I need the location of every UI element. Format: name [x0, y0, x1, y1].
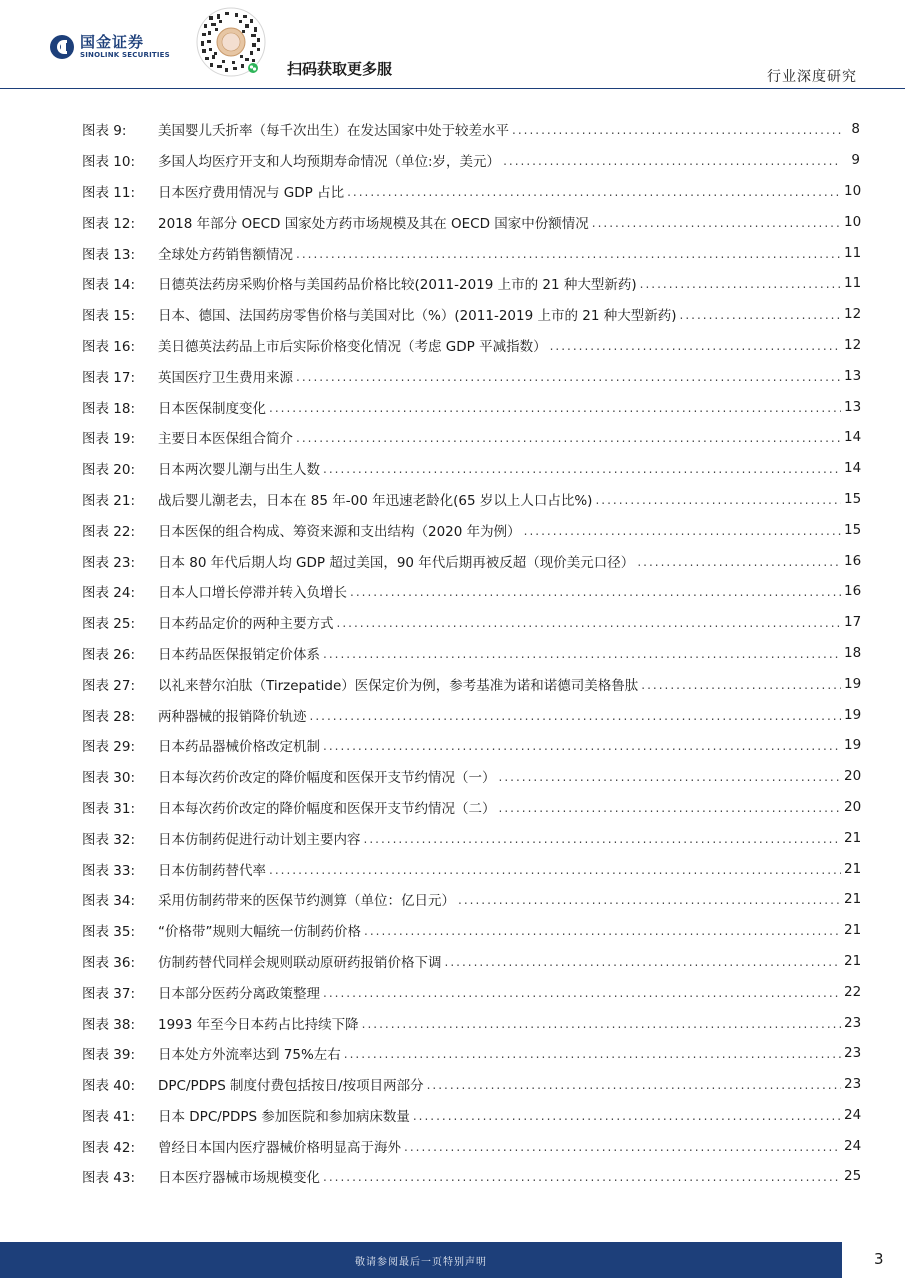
toc-entry[interactable]	[82, 638, 860, 669]
toc-dot-leader	[680, 308, 842, 322]
toc-dot-leader	[503, 154, 841, 168]
toc-figure-label: 图表 13:	[82, 246, 136, 263]
toc-page-number[interactable]: 10	[844, 182, 862, 199]
toc-entry[interactable]	[82, 668, 860, 699]
toc-entry[interactable]	[82, 976, 860, 1007]
toc-entry[interactable]	[82, 853, 860, 884]
toc-figure-label: 图表 35:	[82, 924, 136, 941]
toc-figure-label: 图表 19:	[82, 431, 136, 448]
toc-figure-label: 图表 39:	[82, 1047, 136, 1064]
toc-dot-leader	[296, 431, 841, 445]
toc-page-number[interactable]: 21	[844, 952, 862, 969]
sinolink-logo	[50, 34, 170, 60]
toc-dot-leader	[512, 123, 841, 137]
toc-dot-leader	[323, 739, 841, 753]
toc-figure-title[interactable]: 日本仿制药促进行动计划主要内容	[158, 831, 361, 848]
toc-dot-leader	[310, 709, 842, 723]
toc-page-number[interactable]: 11	[844, 275, 862, 292]
toc-page-number[interactable]: 25	[844, 1168, 862, 1185]
toc-dot-leader	[458, 893, 841, 907]
toc-figure-label: 图表 30:	[82, 770, 136, 787]
page-number: 3	[874, 1250, 884, 1268]
toc-figure-label: 图表 14:	[82, 277, 136, 294]
toc-page-number[interactable]: 20	[844, 798, 862, 815]
toc-page-number[interactable]: 19	[844, 737, 862, 754]
footer-bar	[0, 1242, 842, 1278]
toc-page-number[interactable]: 15	[844, 521, 862, 538]
toc-figure-label: 图表 12:	[82, 215, 136, 232]
toc-figure-title[interactable]: 英国医疗卫生费用来源	[158, 369, 293, 386]
toc-dot-leader	[550, 339, 841, 353]
toc-dot-leader	[344, 1047, 841, 1061]
toc-entry[interactable]	[82, 545, 860, 576]
toc-dot-leader	[445, 955, 842, 969]
toc-figure-label: 图表 40:	[82, 1078, 136, 1095]
toc-entry[interactable]	[82, 730, 860, 761]
toc-page-number[interactable]: 19	[844, 675, 862, 692]
toc-figure-title[interactable]: 日本药品器械价格改定机制	[158, 739, 320, 756]
logo-text	[80, 34, 170, 60]
toc-figure-title[interactable]: 日本医保制度变化	[158, 400, 266, 417]
toc-page-number[interactable]: 12	[844, 336, 862, 353]
toc-entry[interactable]	[82, 1100, 860, 1131]
toc-entry[interactable]	[82, 915, 860, 946]
toc-page-number[interactable]: 24	[844, 1106, 862, 1123]
toc-dot-leader	[499, 770, 842, 784]
header-divider	[0, 88, 905, 89]
toc-figure-title[interactable]: 2018 年部分 OECD 国家处方药市场规模及其在 OECD 国家中份额情况	[158, 215, 589, 232]
figure-table-of-contents	[82, 114, 860, 1192]
toc-figure-title[interactable]: 日本仿制药替代率	[158, 862, 266, 879]
toc-figure-title[interactable]: 美国婴儿夭折率（每千次出生）在发达国家中处于较差水平	[158, 123, 509, 140]
toc-figure-title[interactable]: 曾经日本国内医疗器械价格明显高于海外	[158, 1139, 401, 1156]
toc-dot-leader	[592, 216, 841, 230]
toc-page-number[interactable]: 19	[844, 706, 862, 723]
toc-entry[interactable]	[82, 114, 860, 145]
toc-figure-title[interactable]: 多国人均医疗开支和人均预期寿命情况（单位:岁，美元）	[158, 154, 501, 171]
toc-figure-title[interactable]: 日本医疗费用情况与 GDP 占比	[158, 184, 345, 201]
toc-figure-title[interactable]: 采用仿制药带来的医保节约测算（单位：亿日元）	[158, 893, 455, 910]
toc-entry[interactable]	[82, 699, 860, 730]
toc-figure-label: 图表 18:	[82, 400, 136, 417]
toc-entry[interactable]	[82, 206, 860, 237]
toc-dot-leader	[362, 1017, 841, 1031]
toc-figure-label: 图表 28:	[82, 708, 136, 725]
toc-page-number[interactable]: 23	[844, 1014, 862, 1031]
toc-figure-title[interactable]: 两种器械的报销降价轨迹	[158, 708, 307, 725]
toc-dot-leader	[637, 555, 841, 569]
toc-entry[interactable]	[82, 1130, 860, 1161]
toc-figure-title[interactable]: “价格带”规则大幅统一仿制药价格	[158, 924, 361, 941]
toc-dot-leader	[323, 462, 841, 476]
toc-figure-label: 图表 15:	[82, 308, 136, 325]
toc-page-number[interactable]: 24	[844, 1137, 862, 1154]
toc-dot-leader	[269, 401, 841, 415]
toc-dot-leader	[296, 247, 841, 261]
toc-figure-title[interactable]: 1993 年至今日本药占比持续下降	[158, 1016, 359, 1033]
toc-figure-label: 图表 29:	[82, 739, 136, 756]
toc-page-number[interactable]: 16	[844, 583, 862, 600]
toc-figure-label: 图表 10:	[82, 154, 136, 171]
toc-dot-leader	[296, 370, 841, 384]
toc-figure-title[interactable]: 日本药品定价的两种主要方式	[158, 616, 334, 633]
toc-figure-label: 图表 32:	[82, 831, 136, 848]
toc-dot-leader	[323, 1170, 841, 1184]
report-type-label: 行业深度研究	[767, 69, 857, 85]
toc-entry[interactable]	[82, 792, 860, 823]
toc-page-number[interactable]: 21	[844, 829, 862, 846]
toc-figure-label: 图表 27:	[82, 677, 136, 694]
toc-figure-title[interactable]: 战后婴儿潮老去，日本在 85 年-00 年迅速老龄化(65 岁以上人口占比%)	[158, 492, 593, 509]
toc-entry[interactable]	[82, 453, 860, 484]
toc-dot-leader	[640, 277, 841, 291]
toc-figure-label: 图表 34:	[82, 893, 136, 910]
toc-page-number[interactable]: 8	[851, 121, 860, 138]
toc-entry[interactable]	[82, 1007, 860, 1038]
toc-figure-title[interactable]: 日本处方外流率达到 75%左右	[158, 1047, 341, 1064]
toc-figure-title[interactable]: 日本医保的组合构成、筹资来源和支出结构（2020 年为例）	[158, 523, 521, 540]
page-header	[0, 0, 905, 90]
toc-figure-label: 图表 11:	[82, 184, 136, 201]
toc-entry[interactable]	[82, 268, 860, 299]
sinolink-logo-icon	[50, 35, 74, 59]
toc-page-number[interactable]: 21	[844, 922, 862, 939]
toc-figure-label: 图表 25:	[82, 616, 136, 633]
logo-english-name: SINOLINK SECURITIES	[80, 51, 170, 59]
toc-dot-leader	[404, 1140, 841, 1154]
toc-entry[interactable]	[82, 176, 860, 207]
toc-figure-title[interactable]: 主要日本医保组合简介	[158, 431, 293, 448]
toc-figure-label: 图表 37:	[82, 985, 136, 1002]
toc-dot-leader	[350, 585, 841, 599]
toc-figure-title[interactable]: 日本每次药价改定的降价幅度和医保开支节约情况（一）	[158, 770, 496, 787]
toc-figure-title[interactable]: 日本部分医药分离政策整理	[158, 985, 320, 1002]
toc-figure-title[interactable]: DPC/PDPS 制度付费包括按日/按项目两部分	[158, 1078, 424, 1095]
toc-entry[interactable]	[82, 299, 860, 330]
toc-figure-label: 图表 43:	[82, 1170, 136, 1187]
toc-page-number[interactable]: 11	[844, 244, 862, 261]
toc-dot-leader	[641, 678, 841, 692]
toc-figure-label: 图表 17:	[82, 369, 136, 386]
toc-entry[interactable]	[82, 145, 860, 176]
toc-entry[interactable]	[82, 484, 860, 515]
scan-for-more-services: 扫码获取更多服	[287, 60, 393, 78]
toc-figure-label: 图表 16:	[82, 338, 136, 355]
toc-page-number[interactable]: 22	[844, 983, 862, 1000]
toc-figure-title[interactable]: 日德英法药房采购价格与美国药品价格比较(2011-2019 上市的 21 种大型新药)	[158, 277, 637, 294]
toc-figure-label: 图表 9:	[82, 123, 127, 140]
qr-code-icon[interactable]	[195, 6, 267, 78]
toc-figure-label: 图表 24:	[82, 585, 136, 602]
toc-page-number[interactable]: 18	[844, 644, 862, 661]
toc-page-number[interactable]: 14	[844, 429, 862, 446]
toc-page-number[interactable]: 23	[844, 1076, 862, 1093]
toc-entry[interactable]	[82, 761, 860, 792]
toc-figure-label: 图表 21:	[82, 492, 136, 509]
toc-dot-leader	[347, 185, 841, 199]
toc-entry[interactable]	[82, 360, 860, 391]
toc-page-number[interactable]: 13	[844, 367, 862, 384]
logo-chinese-name: 国金证券	[80, 33, 145, 51]
toc-figure-title[interactable]: 日本医疗器械市场规模变化	[158, 1170, 320, 1187]
toc-dot-leader	[413, 1109, 841, 1123]
toc-page-number[interactable]: 14	[844, 460, 862, 477]
toc-entry[interactable]	[82, 237, 860, 268]
toc-page-number[interactable]: 21	[844, 891, 862, 908]
toc-figure-label: 图表 22:	[82, 523, 136, 540]
toc-dot-leader	[595, 493, 841, 507]
toc-dot-leader	[323, 647, 841, 661]
toc-figure-label: 图表 42:	[82, 1139, 136, 1156]
toc-page-number[interactable]: 20	[844, 768, 862, 785]
footer-disclaimer: 敬请参阅最后一页特别声明	[355, 1256, 487, 1268]
toc-entry[interactable]	[82, 822, 860, 853]
toc-entry[interactable]	[82, 576, 860, 607]
toc-dot-leader	[364, 832, 842, 846]
toc-dot-leader	[524, 524, 841, 538]
toc-figure-title[interactable]: 全球处方药销售额情况	[158, 246, 293, 263]
toc-page-number[interactable]: 9	[851, 152, 860, 169]
toc-figure-label: 图表 23:	[82, 554, 136, 571]
toc-page-number[interactable]: 10	[844, 213, 862, 230]
toc-page-number[interactable]: 12	[844, 306, 862, 323]
toc-figure-label: 图表 38:	[82, 1016, 136, 1033]
toc-entry[interactable]	[82, 1161, 860, 1192]
toc-page-number[interactable]: 17	[844, 614, 862, 631]
toc-figure-title[interactable]: 仿制药替代同样会规则联动原研药报销价格下调	[158, 954, 442, 971]
toc-entry[interactable]	[82, 884, 860, 915]
toc-figure-label: 图表 31:	[82, 800, 136, 817]
toc-page-number[interactable]: 16	[844, 552, 862, 569]
toc-figure-label: 图表 26:	[82, 646, 136, 663]
toc-dot-leader	[337, 616, 842, 630]
toc-dot-leader	[323, 986, 841, 1000]
toc-figure-title[interactable]: 日本每次药价改定的降价幅度和医保开支节约情况（二）	[158, 800, 496, 817]
toc-dot-leader	[364, 924, 841, 938]
toc-dot-leader	[269, 863, 841, 877]
toc-figure-title[interactable]: 日本人口增长停滞并转入负增长	[158, 585, 347, 602]
toc-figure-title[interactable]: 美日德英法药品上市后实际价格变化情况（考虑 GDP 平减指数）	[158, 338, 547, 355]
toc-page-number[interactable]: 23	[844, 1045, 862, 1062]
toc-dot-leader	[427, 1078, 841, 1092]
toc-figure-title[interactable]: 以礼来替尔泊肽（Tirzepatide）医保定价为例，参考基准为诺和诺德司美格鲁肽	[158, 677, 639, 694]
toc-figure-title[interactable]: 日本药品医保报销定价体系	[158, 646, 320, 663]
toc-figure-label: 图表 33:	[82, 862, 136, 879]
toc-page-number[interactable]: 13	[844, 398, 862, 415]
toc-figure-title[interactable]: 日本 80 年代后期人均 GDP 超过美国，90 年代后期再被反超（现价美元口径）	[158, 554, 635, 571]
toc-entry[interactable]	[82, 391, 860, 422]
toc-figure-label: 图表 20:	[82, 462, 136, 479]
toc-figure-title[interactable]: 日本、德国、法国药房零售价格与美国对比（%）(2011-2019 上市的 21 种大型新药)	[158, 308, 677, 325]
toc-dot-leader	[499, 801, 842, 815]
toc-figure-label: 图表 36:	[82, 954, 136, 971]
toc-page-number[interactable]: 21	[844, 860, 862, 877]
toc-figure-title[interactable]: 日本 DPC/PDPS 参加医院和参加病床数量	[158, 1108, 410, 1125]
toc-entry[interactable]	[82, 330, 860, 361]
toc-page-number[interactable]: 15	[844, 490, 862, 507]
toc-entry[interactable]	[82, 422, 860, 453]
toc-figure-label: 图表 41:	[82, 1108, 136, 1125]
toc-entry[interactable]	[82, 1069, 860, 1100]
toc-entry[interactable]	[82, 946, 860, 977]
toc-figure-title[interactable]: 日本两次婴儿潮与出生人数	[158, 462, 320, 479]
toc-entry[interactable]	[82, 607, 860, 638]
toc-entry[interactable]	[82, 514, 860, 545]
toc-entry[interactable]	[82, 1038, 860, 1069]
